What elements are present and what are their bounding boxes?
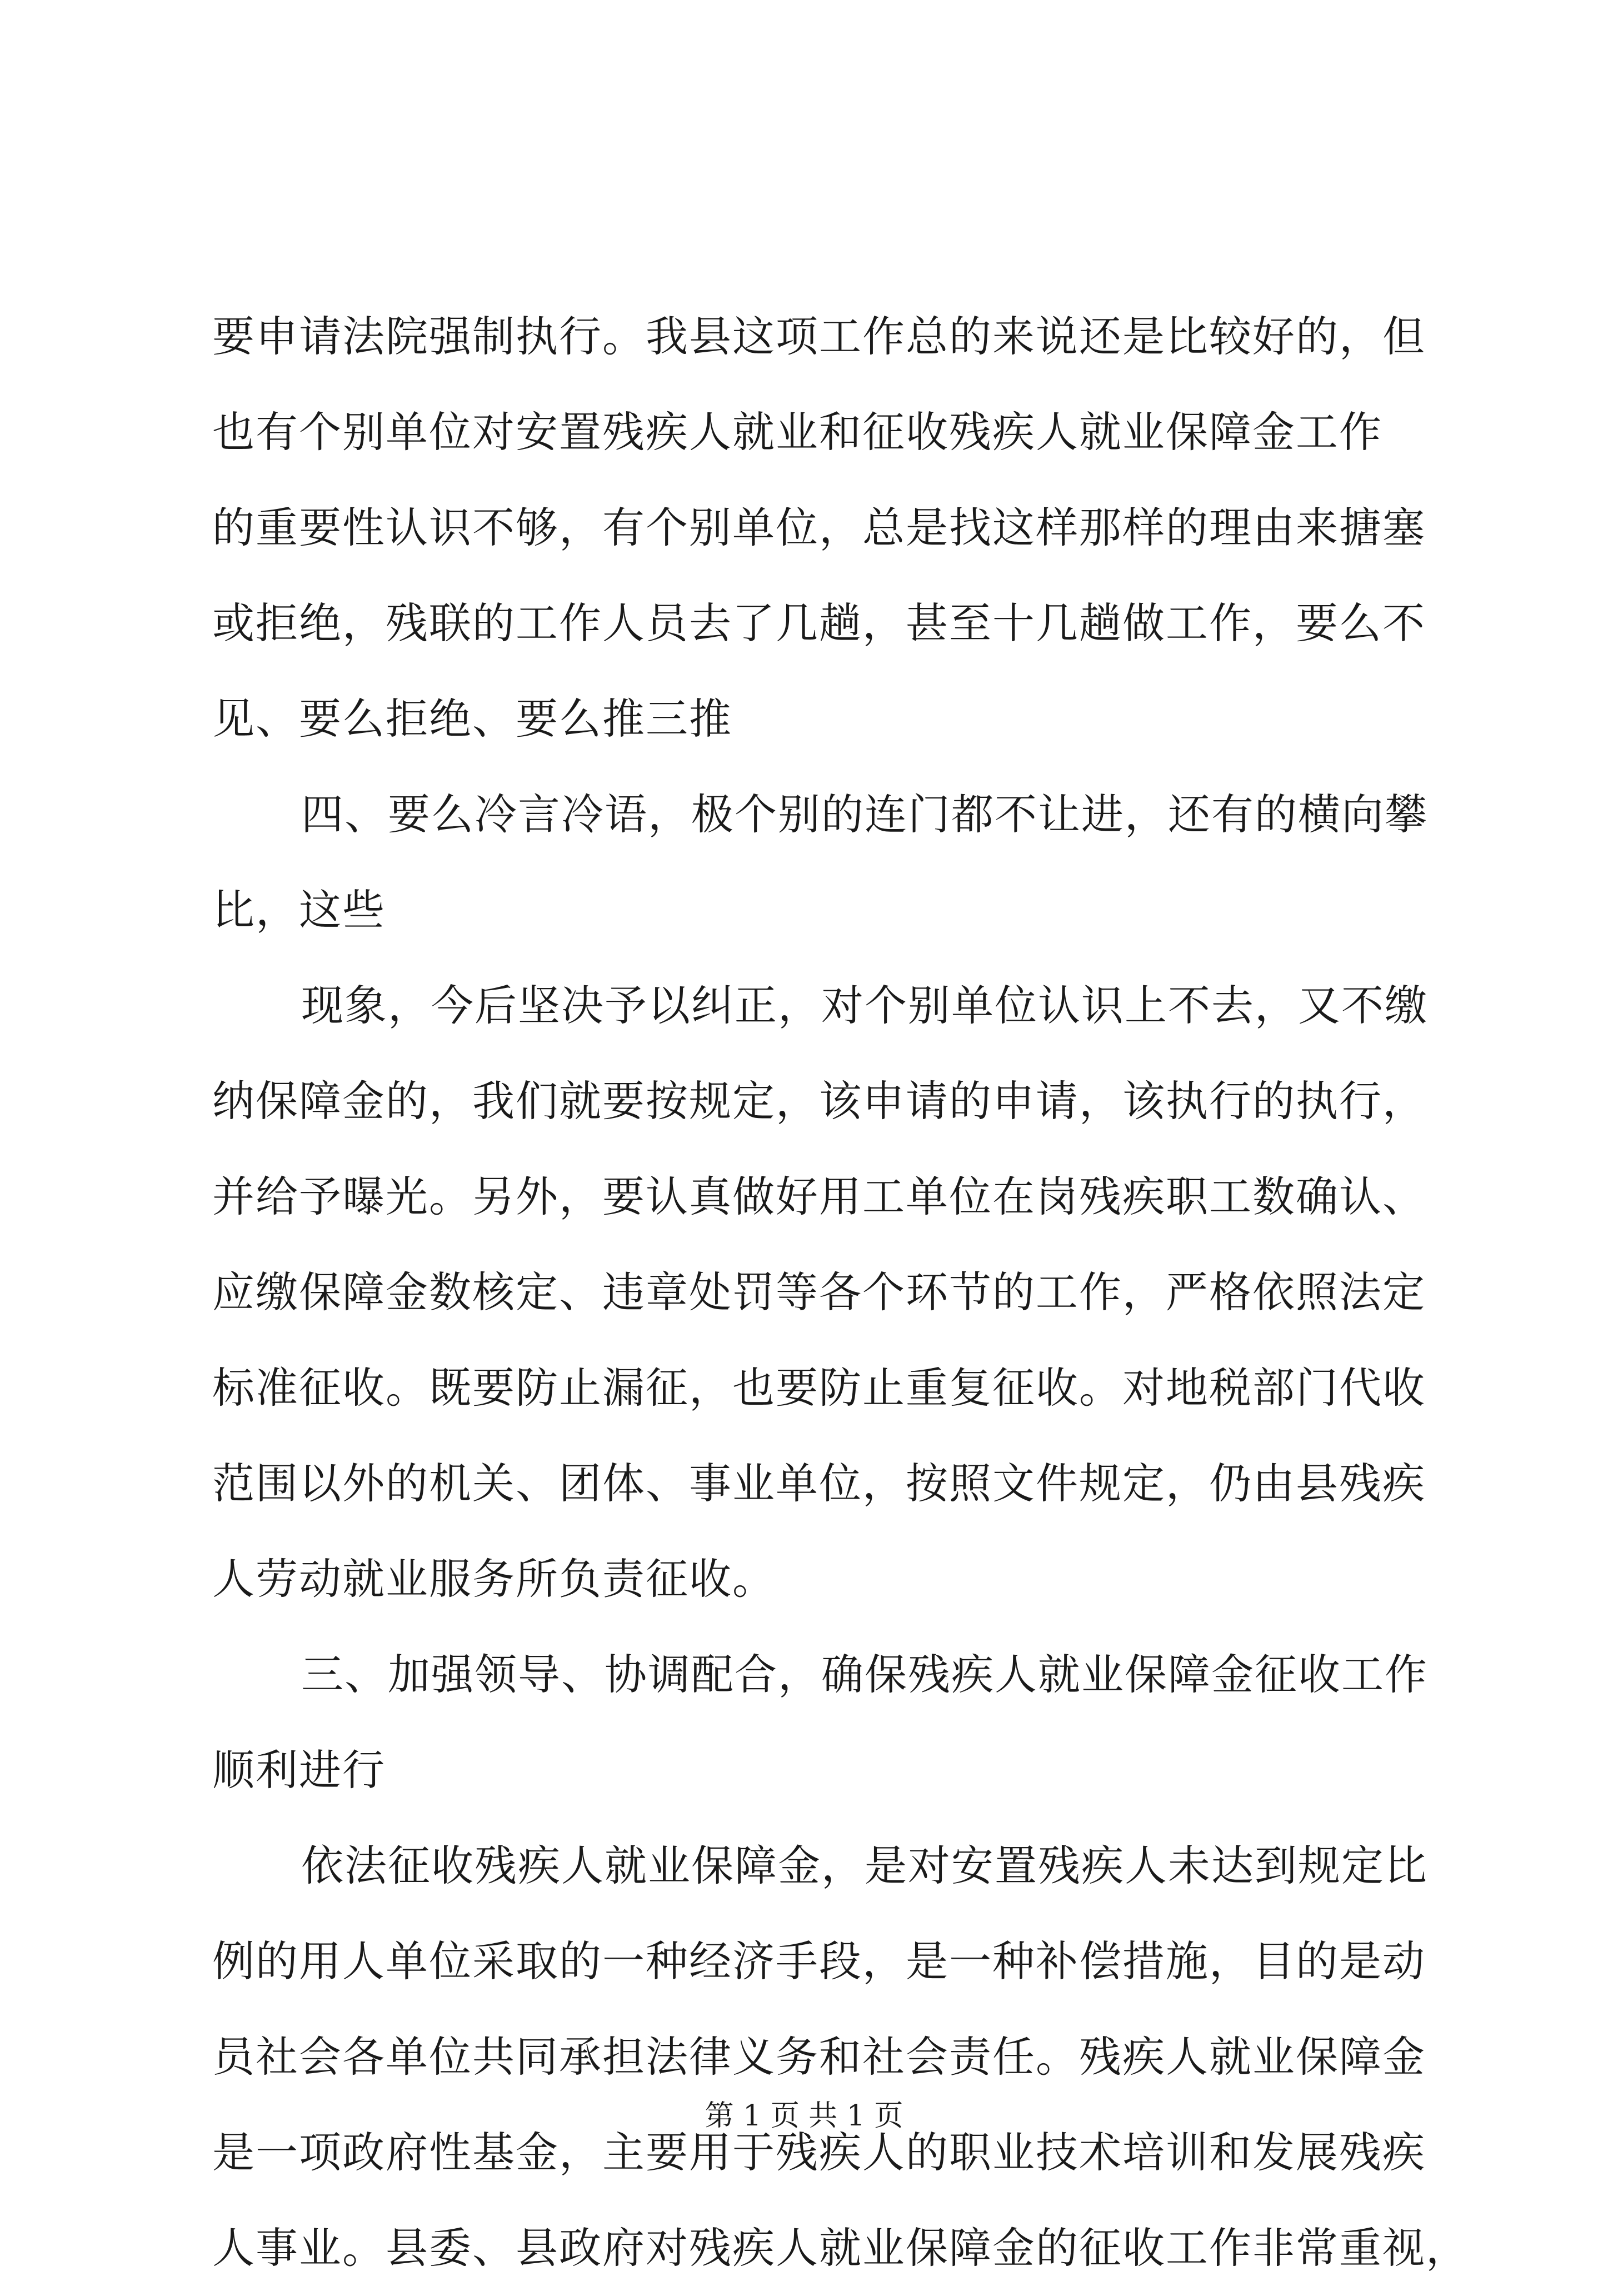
text-line: 现象，今后坚决予以纠正，对个别单位认识上不去，又不缴 (301, 981, 1428, 1030)
text-line: 并给予曝光。另外，要认真做好用工单位在岗残疾职工数确认、 (212, 1172, 1426, 1221)
text-line: 例的用人单位采取的一种经济手段，是一种补偿措施，目的是动 (212, 1936, 1426, 1986)
text-line: 依法征收残疾人就业保障金，是对安置残疾人未达到规定比 (301, 1841, 1428, 1890)
text-line: 标准征收。既要防止漏征，也要防止重复征收。对地税部门代收 (212, 1363, 1426, 1412)
text-line: 四、要么冷言冷语，极个别的连门都不让进，还有的横向攀 (301, 790, 1428, 839)
text-line: 顺利进行 (212, 1745, 386, 1795)
page-number-label: 第 1 页 共 1 页 (705, 2099, 903, 2133)
text-line: 人事业。县委、县政府对残疾人就业保障金的征收工作非常重视， (212, 2223, 1469, 2273)
text-line: 比，这些 (212, 885, 386, 935)
text-line: 纳保障金的，我们就要按规定，该申请的申请，该执行的执行， (212, 1076, 1426, 1126)
text-line: 范围以外的机关、团体、事业单位，按照文件规定，仍由县残疾 (212, 1459, 1426, 1508)
text-line: 人劳动就业服务所负责征收。 (212, 1554, 776, 1604)
text-line: 三、加强领导、协调配合，确保残疾人就业保障金征收工作 (301, 1650, 1428, 1699)
text-line: 也有个别单位对安置残疾人就业和征收残疾人就业保障金工作 (212, 407, 1382, 457)
page-footer (0, 2094, 1608, 2138)
text-line: 或拒绝，残联的工作人员去了几趟，甚至十几趟做工作，要么不 (212, 598, 1426, 648)
text-line: 的重要性认识不够，有个别单位，总是找这样那样的理由来搪塞 (212, 503, 1426, 552)
text-line: 是一项政府性基金，主要用于残疾人的职业技术培训和发展残疾 (212, 2128, 1426, 2177)
text-line: 应缴保障金数核定、违章处罚等各个环节的工作，严格依照法定 (212, 1267, 1426, 1317)
text-line: 员社会各单位共同承担法律义务和社会责任。残疾人就业保障金 (212, 2032, 1426, 2082)
text-line: 要申请法院强制执行。我县这项工作总的来说还是比较好的，但 (212, 312, 1426, 361)
text-line: 见、要么拒绝、要么推三推 (212, 694, 732, 743)
document-body (212, 289, 1469, 2296)
